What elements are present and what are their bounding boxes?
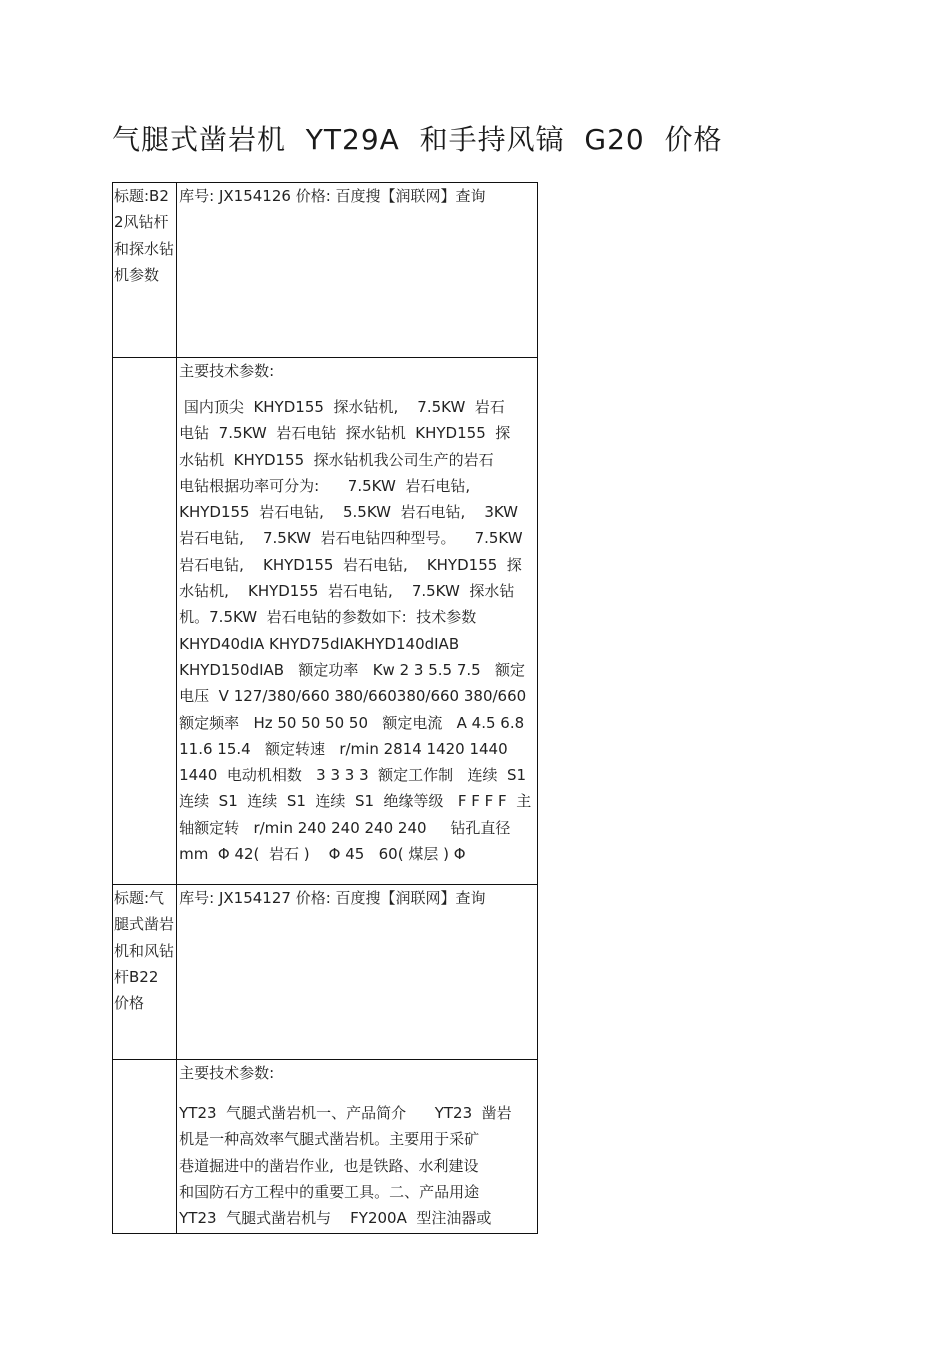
catalog-price-text: 库号: JX154127 价格: 百度搜【润联网】查询 [179,889,486,907]
empty-cell [113,358,177,885]
spec-line: 水钻机 KHYD155 探水钻机我公司生产的岩石 [179,450,494,469]
row-title: 标题:B22风钻杆和探水钻机参数 [114,187,175,284]
spec-cell [177,358,538,885]
spec-line: 电钻 7.5KW 岩石电钻 探水钻机 KHYD155 探 [179,424,511,443]
spec-cell [177,1060,538,1234]
spec-line: 电压 V 127/380/660 380/660380/660 380/660 [179,687,527,706]
table-row [113,885,538,1060]
spec-line: YT23 气腿式凿岩机与 FY200A 型注油器或 [179,1209,492,1228]
spec-line: 1440 电动机相数 3 3 3 3 额定工作制 连续 S1 [179,766,527,785]
section-label: 主要技术参数: [179,1064,275,1082]
spec-line: 水钻机, KHYD155 岩石电钻, 7.5KW 探水钻 [179,582,515,601]
catalog-price-text: 库号: JX154126 价格: 百度搜【润联网】查询 [179,187,486,205]
spec-line: 岩石电钻, 7.5KW 岩石电钻四种型号。 7.5KW [179,529,523,548]
spec-line: YT23 气腿式凿岩机一、产品简介 YT23 凿岩 [179,1104,512,1122]
document-title: 气腿式凿岩机 YT29A 和手持风镐 G20 价格 [112,123,723,156]
section-label: 主要技术参数: [179,362,275,380]
product-table [112,182,538,1234]
spec-line: KHYD150dIAB 额定功率 Kw 2 3 5.5 7.5 额定 [179,660,525,679]
spec-line: KHYD40dIA KHYD75dIAKHYD140dIAB [179,634,460,653]
row-title-cell [113,183,177,358]
spec-body [179,394,535,867]
table-row [113,358,538,885]
spec-line: 额定频率 Hz 50 50 50 50 额定电流 A 4.5 6.8 [179,713,525,732]
spec-line: 电钻根据功率可分为: 7.5KW 岩石电钻, [179,476,471,495]
spec-line: 巷道掘进中的凿岩作业, 也是铁路、水利建设 [179,1156,479,1175]
spec-line: 轴额定转 r/min 240 240 240 240 钻孔直径 [179,818,511,837]
empty-cell [113,1060,177,1234]
spec-line: 机。7.5KW 岩石电钻的参数如下: 技术参数 [179,608,477,627]
row-title: 标题:气腿式凿岩机和风钻杆B22 价格 [114,889,175,1013]
row-title-cell [113,885,177,1060]
table-row [113,1060,538,1234]
spec-line: KHYD155 岩石电钻, 5.5KW 岩石电钻, 3KW [179,503,519,522]
row-header-cell [177,183,538,358]
spec-line: 岩石电钻, KHYD155 岩石电钻, KHYD155 探 [179,555,522,574]
spec-body [179,1100,535,1231]
row-header-cell [177,885,538,1060]
spec-line: mm Φ 42( 岩石 ) Φ 45 60( 煤层 ) Φ [179,845,466,864]
spec-line: 机是一种高效率气腿式凿岩机。主要用于采矿 [179,1130,480,1149]
table-row [113,183,538,358]
spec-line: 11.6 15.4 额定转速 r/min 2814 1420 1440 [179,739,508,758]
spec-line: 国内顶尖 KHYD155 探水钻机, 7.5KW 岩石 [179,398,505,416]
spec-line: 连续 S1 连续 S1 连续 S1 绝缘等级 F F F F 主 [179,792,532,811]
spec-line: 和国防石方工程中的重要工具。二、产品用途 [179,1182,480,1201]
